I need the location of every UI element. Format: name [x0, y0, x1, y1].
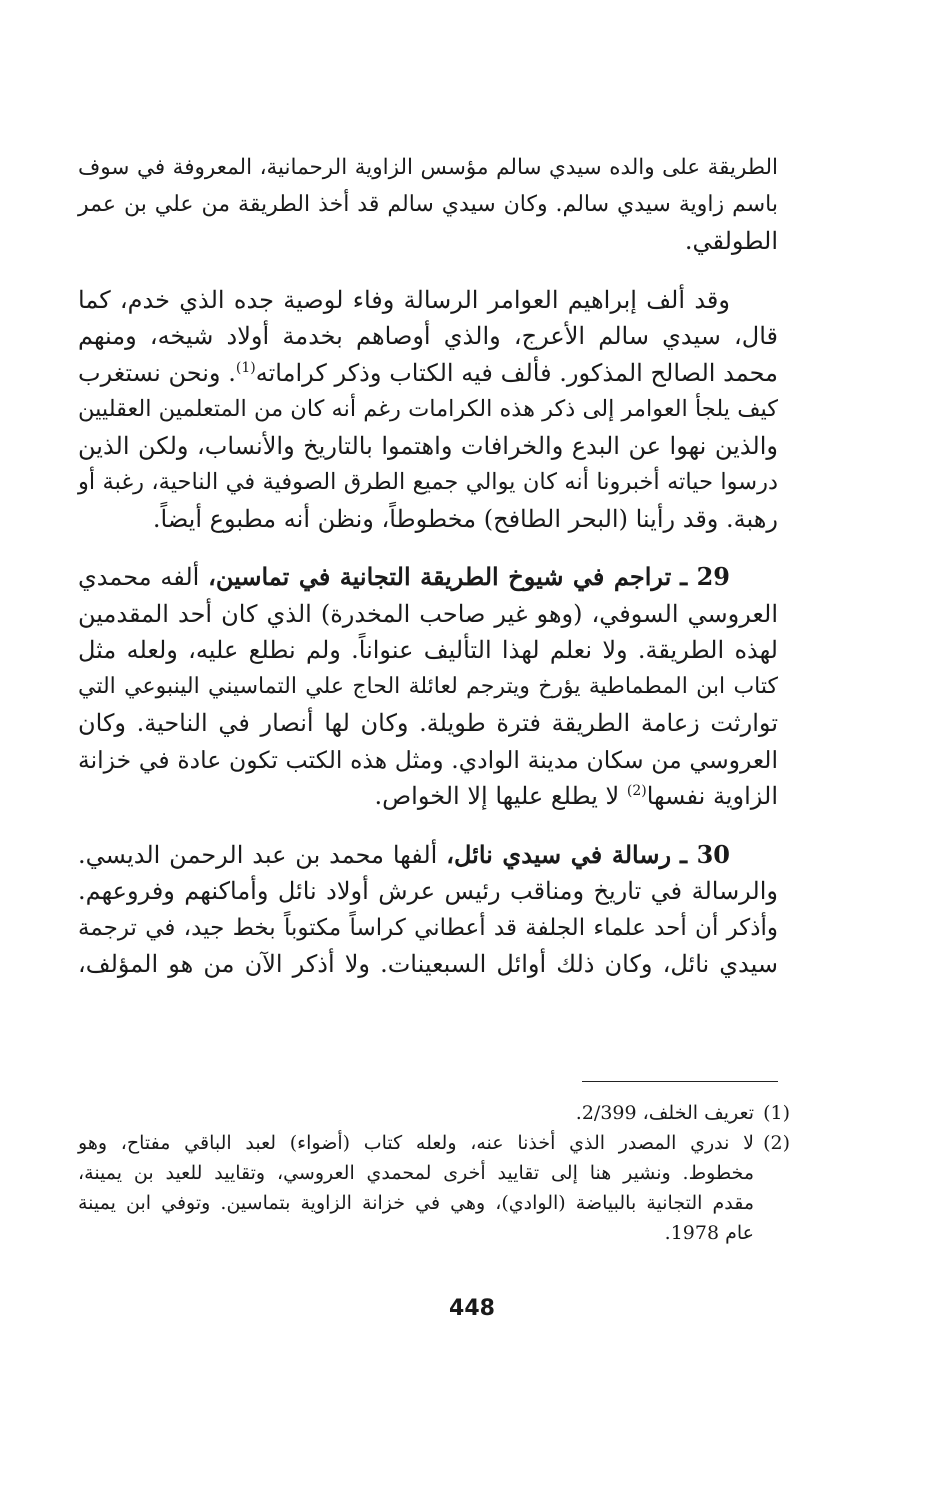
text-line: تعريف الخلف، 2/399. — [575, 1102, 754, 1124]
text-line: 29 ـ تراجم في شيوخ الطريقة التجانية في تماسين، ألفه محمدي — [78, 562, 730, 591]
text-line: العروسي السوفي، (وهو غير صاحب المخدرة) الذي كان أحد المقدمين — [78, 599, 778, 628]
text-line: العروسي من سكان مدينة الوادي. ومثل هذه الكتب تكون عادة في خزانة — [78, 745, 778, 774]
text-line: درسوا حياته أخبرونا أنه كان يوالي جميع الطرق الصوفية في الناحية، رغبة أو — [78, 469, 778, 495]
text-line: رهبة. وقد رأينا (البحر الطافح) مخطوطاً، ونظن أنه مطبوع أيضاً. — [152, 504, 778, 533]
text-line: وقد ألف إبراهيم العوامر الرسالة وفاء لوصية جده الذي خدم، كما — [78, 285, 730, 314]
footnote-ref-1[interactable]: (1) — [235, 359, 256, 376]
text-line: قال، سيدي سالم الأعرج، والذي أوصاهم بخدمة أولاد شيخه، ومنهم — [78, 322, 778, 350]
text-line: والذين نهوا عن البدع والخرافات واهتموا بالتاريخ والأنساب، ولكن الذين — [78, 431, 778, 460]
footnote-number: (1) — [763, 1102, 790, 1124]
text-line: وأذكر أن أحد علماء الجلفة قد أعطاني كراساً مكتوباً بخط جيد، في ترجمة — [78, 914, 778, 941]
text-line: سيدي نائل، وكان ذلك أوائل السبعينات. ولا أذكر الآن من هو المؤلف، — [78, 950, 778, 978]
text-line: توارثت زعامة الطريقة فترة طويلة. وكان لها أنصار في الناحية. وكان — [78, 709, 778, 737]
text-line: الطولقي. — [684, 227, 778, 255]
page-number: 448 — [449, 1296, 495, 1321]
footnote-text — [78, 1128, 754, 1248]
text-line: باسم زاوية سيدي سالم. وكان سيدي سالم قد أخذ الطريقة من علي بن عمر — [78, 191, 778, 217]
entry-number: 29 ـ — [680, 562, 730, 591]
text-line: مقدم التجانية بالبياضة (الوادي)، وهي في خزانة الزاوية بتماسين. وتوفي ابن يمينة — [78, 1192, 754, 1214]
entry-number: 30 ـ — [679, 839, 730, 869]
footnote-text — [78, 1098, 754, 1128]
footnote-2 — [78, 1128, 790, 1248]
text-line: محمد الصالح المذكور. فألف فيه الكتاب وذكر كراماته$^{(1)}$. ونحن نستغرب — [78, 358, 778, 387]
text-line: والرسالة في تاريخ ومناقب رئيس عرش أولاد نائل وأماكنهم وفروعهم. — [78, 877, 778, 905]
entry-heading: رسالة في سيدي نائل، — [446, 839, 672, 869]
entry-heading: تراجم في شيوخ الطريقة التجانية في تماسين، — [208, 562, 672, 591]
main-text — [78, 150, 778, 983]
entry-29 — [78, 559, 778, 815]
text-line: لهذه الطريقة. ولا نعلم لهذا التأليف عنواناً. ولم نطلع عليه، ولعله مثل — [78, 636, 778, 664]
footnote-number: (2) — [763, 1132, 790, 1154]
paragraph-1 — [78, 150, 778, 260]
footnote-1 — [78, 1098, 790, 1128]
footnote-divider — [582, 1081, 778, 1082]
text-line: كتاب ابن المطماطية يؤرخ ويترجم لعائلة الحاج علي التماسيني الينبوعي التي — [78, 673, 778, 699]
entry-30 — [78, 837, 778, 983]
text-line: الطريقة على والده سيدي سالم مؤسس الزاوية الرحمانية، المعروفة في سوف — [78, 155, 778, 180]
text-line: 30 ـ رسالة في سيدي نائل، ألفها محمد بن عبد الرحمن الديسي. — [78, 839, 730, 869]
footnotes — [78, 1098, 790, 1248]
text-line: الزاوية نفسها$^{(2)}$ لا يطلع عليها إلا الخواص. — [374, 782, 778, 810]
paragraph-2 — [78, 282, 778, 538]
footnote-ref-2[interactable]: (2) — [626, 783, 647, 799]
text-line: كيف يلجأ العوامر إلى ذكر هذه الكرامات رغم أنه كان من المتعلمين العقليين — [78, 396, 778, 422]
text-line: مخطوط. ونشير هنا إلى تقاييد أخرى لمحمدي العروسي، وتقاييد للعيد بن يمينة، — [78, 1162, 754, 1184]
text-line: لا ندري المصدر الذي أخذنا عنه، ولعله كتاب (أضواء) لعبد الباقي مفتاح، وهو — [78, 1132, 754, 1154]
text-line: عام 1978. — [664, 1222, 754, 1244]
